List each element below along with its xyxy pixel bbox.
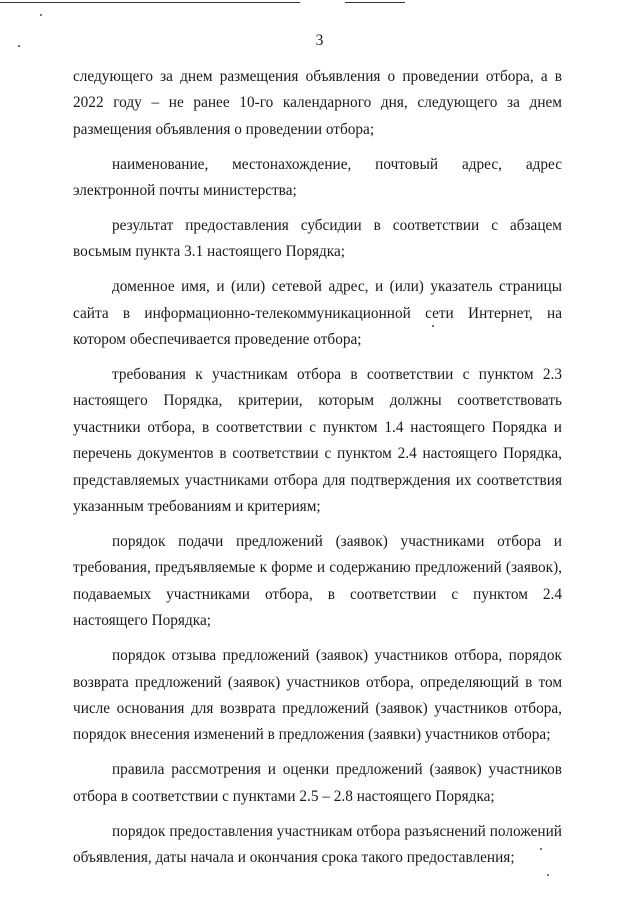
paragraph: следующего за днем размещения объявления о проведении отбора, а в 2022 году – не ранее 10-го календарного дня, следующего за днем размещения объявления о проведении отбора; (73, 68, 562, 138)
paragraph: порядок предоставления участникам отбора разъяснений положений объявления, даты начала и окончания срока такого предоставления; (73, 822, 562, 866)
scan-speck (40, 14, 42, 16)
scan-edge-line-left (0, 2, 300, 3)
paragraph: порядок подачи предложений (заявок) участниками отбора и требования, предъявляемые к форме и содержанию предложений (заявок), подаваемых участниками отбора, в соответствии с пунктом 2.4 настоящего Порядка; (73, 533, 562, 630)
scan-edge-line-right (345, 2, 405, 3)
paragraph: наименование, местонахождение, почтовый адрес, адрес электронной почты министерства; (73, 155, 562, 200)
paragraph: доменное имя, и (или) сетевой адрес, и (или) указатель страницы сайта в информационно-телекоммуникационной сети Интернет, на котором обеспечивается проведение отбора; (73, 278, 562, 349)
paragraph: порядок отзыва предложений (заявок) участников отбора, порядок возврата предложений (заявок) участников отбора, определяющий в том числе основания для возврата предложений (заявок) участников отбора, порядок внесения изменений в предложения (заявки) участников отбора; (73, 647, 562, 744)
paragraph: правила рассмотрения и оценки предложений (заявок) участников отбора в соответствии с пунктами 2.5 – 2.8 настоящего Порядка; (73, 761, 562, 805)
paragraph: требования к участникам отбора в соответствии с пунктом 2.3 настоящего Порядка, критерии, которым должны соответствовать участники отбора, в соответствии с пунктом 1.4 настоящего Порядка и перечень документов в соответствии с пунктом 2.4 настоящего Порядка, представляемых участниками отбора для подтверждения их соответствия указанным требованиям и критериям; (73, 366, 562, 516)
paragraph: результат предоставления субсидии в соответствии с абзацем восьмым пункта 3.1 настоящего Порядка; (73, 217, 562, 261)
document-body (73, 64, 562, 880)
page-number: 3 (315, 32, 324, 49)
